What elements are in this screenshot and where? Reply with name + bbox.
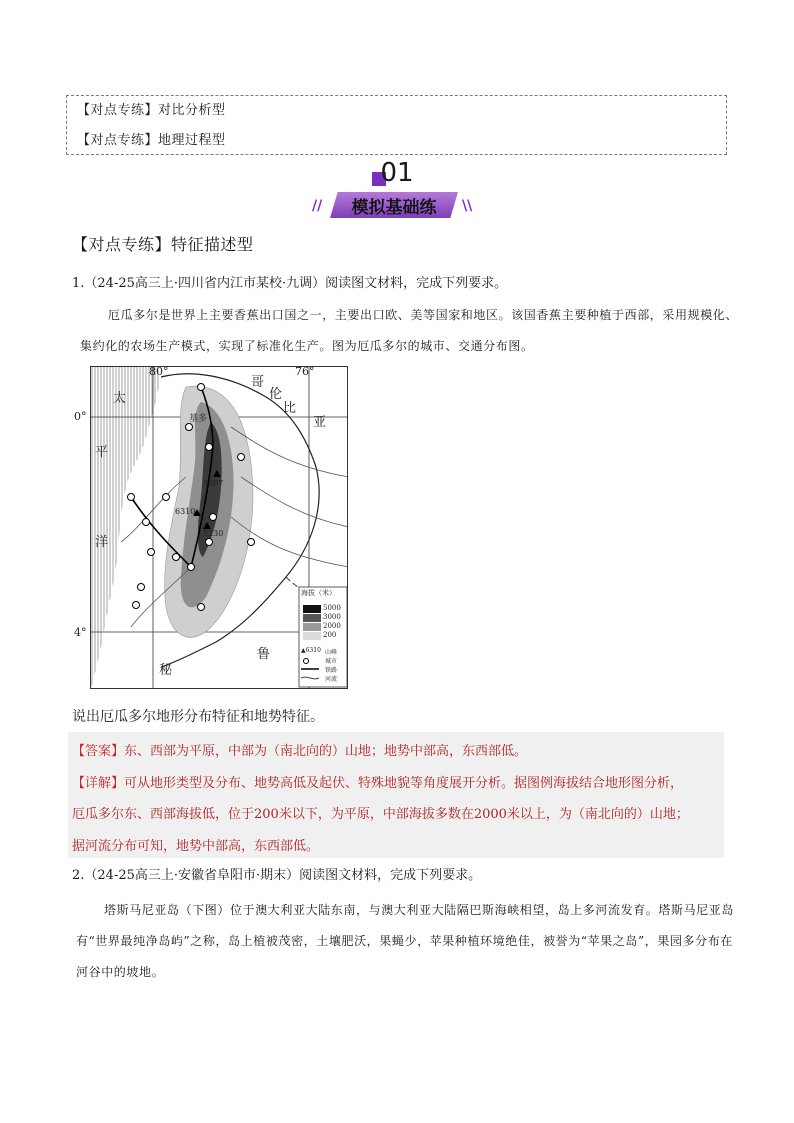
city-marker bbox=[128, 494, 135, 501]
colombia-char-1: 哥 bbox=[251, 375, 265, 390]
city-marker bbox=[133, 602, 140, 609]
legend-level-5000: 5000 bbox=[323, 604, 341, 612]
banner-deco-right: \\ bbox=[462, 198, 473, 214]
lon-label-76: 76° bbox=[295, 366, 315, 378]
city-marker bbox=[198, 604, 205, 611]
legend-swatch bbox=[303, 632, 321, 640]
peak-label-5897: 5897 bbox=[203, 479, 224, 488]
city-marker bbox=[198, 384, 205, 391]
legend-swatch bbox=[303, 605, 321, 613]
question-2-passage: 塔斯马尼亚岛（下图）位于澳大利亚大陆东南，与澳大利亚大陆隔巴斯海峡相望，岛上多河流发育。塔斯马尼亚岛有“世界最纯净岛屿”之称，岛上植被茂密，土壤肥沃，果蝇少，苹果种植环境绝佳，被誉为“苹果之岛”，果园多分布在河谷中的坡地。 bbox=[76, 903, 735, 979]
section-number: 01 bbox=[380, 158, 414, 188]
city-marker bbox=[163, 494, 170, 501]
legend-city-label: 城市 bbox=[325, 658, 338, 665]
city-marker bbox=[238, 454, 245, 461]
legend-level-200: 200 bbox=[323, 631, 337, 639]
peak-label-5230: 5230 bbox=[203, 529, 224, 538]
city-marker bbox=[148, 549, 155, 556]
legend-city-symbol bbox=[304, 659, 309, 664]
toc-item-contrast[interactable]: 【对点专练】对比分析型 bbox=[77, 103, 226, 118]
detail-tag: 【详解】 bbox=[72, 776, 125, 791]
city-marker bbox=[188, 564, 195, 571]
ocean-area bbox=[91, 367, 161, 689]
legend-swatch bbox=[303, 614, 321, 622]
toc-box bbox=[66, 95, 727, 155]
lat-label-4: 4° bbox=[74, 626, 87, 639]
ocean-char-1: 太 bbox=[113, 391, 127, 406]
detail-line-2: 厄瓜多尔东、西部海拔低，位于200米以下，为平原，中部海拔多数在2000米以上，为（南北向的）山地； bbox=[72, 807, 689, 822]
lon-label-80: 80° bbox=[149, 366, 169, 378]
river-2 bbox=[241, 477, 348, 527]
question-1-prompt: 说出厄瓜多尔地形分布特征和地势特征。 bbox=[72, 709, 324, 725]
legend-peak-label: 山峰 bbox=[325, 649, 338, 656]
answer-text: 东、西部为平原，中部为（南北向的）山地；地势中部高，东西部低。 bbox=[124, 744, 528, 759]
colombia-char-4: 亚 bbox=[313, 415, 327, 430]
city-marker bbox=[206, 539, 213, 546]
question-1-passage: 厄瓜多尔是世界上主要香蕉出口国之一，主要出口欧、美等国家和地区。该国香蕉主要种植于西部，采用规模化、集约化的农场生产模式，实现了标准化生产。图为厄瓜多尔的城市、交通分布图。 bbox=[80, 308, 739, 353]
ocean-char-3: 洋 bbox=[95, 535, 109, 550]
detail-line-1 bbox=[72, 772, 683, 791]
section-title: 模拟基础练 bbox=[351, 198, 437, 218]
city-marker bbox=[186, 424, 193, 431]
legend-swatch bbox=[303, 623, 321, 631]
banner-deco-left: // bbox=[312, 198, 323, 214]
peak-label-6310: 6310 bbox=[175, 507, 196, 516]
city-marker bbox=[248, 539, 255, 546]
ecuador-map-graphic bbox=[91, 367, 348, 689]
answer-line bbox=[72, 740, 527, 759]
legend-railway-label: 铁路 bbox=[325, 667, 338, 674]
detail-line-3: 据河流分布可知，地势中部高，东西部低。 bbox=[72, 839, 320, 854]
city-label-quito: 基多 bbox=[189, 414, 208, 424]
ecuador-map bbox=[90, 366, 348, 689]
peru-char-1: 秘 bbox=[159, 663, 173, 678]
lat-label-0: 0° bbox=[74, 410, 87, 423]
legend-river-label: 河流 bbox=[325, 676, 338, 683]
question-1-stem: 1.（24-25高三上·四川省内江市某校·九调）阅读图文材料，完成下列要求。 bbox=[72, 276, 508, 291]
city-marker bbox=[143, 519, 150, 526]
ocean-char-2: 平 bbox=[95, 445, 109, 460]
question-2-stem: 2.（24-25高三上·安徽省阜阳市·期末）阅读图文材料，完成下列要求。 bbox=[72, 868, 482, 883]
legend-peak-value: ▲6310 bbox=[301, 647, 321, 654]
city-marker bbox=[210, 514, 217, 521]
city-marker bbox=[138, 584, 145, 591]
subsection-heading: 【对点专练】特征描述型 bbox=[72, 235, 254, 254]
city-marker bbox=[206, 444, 213, 451]
colombia-char-2: 伦 bbox=[269, 387, 283, 402]
toc-item-process[interactable]: 【对点专练】地理过程型 bbox=[77, 133, 226, 148]
peru-char-2: 鲁 bbox=[257, 647, 271, 662]
city-marker bbox=[173, 554, 180, 561]
answer-tag: 【答案】 bbox=[72, 744, 125, 759]
legend-level-2000: 2000 bbox=[323, 622, 341, 630]
legend-title: 海拔（米） bbox=[301, 589, 336, 597]
detail-text-1: 可从地形类型及分布、地势高低及起伏、特殊地貌等角度展开分析。据图例海拔结合地形图分析， bbox=[124, 776, 684, 791]
colombia-char-3: 比 bbox=[283, 401, 297, 416]
legend-level-3000: 3000 bbox=[323, 613, 341, 621]
